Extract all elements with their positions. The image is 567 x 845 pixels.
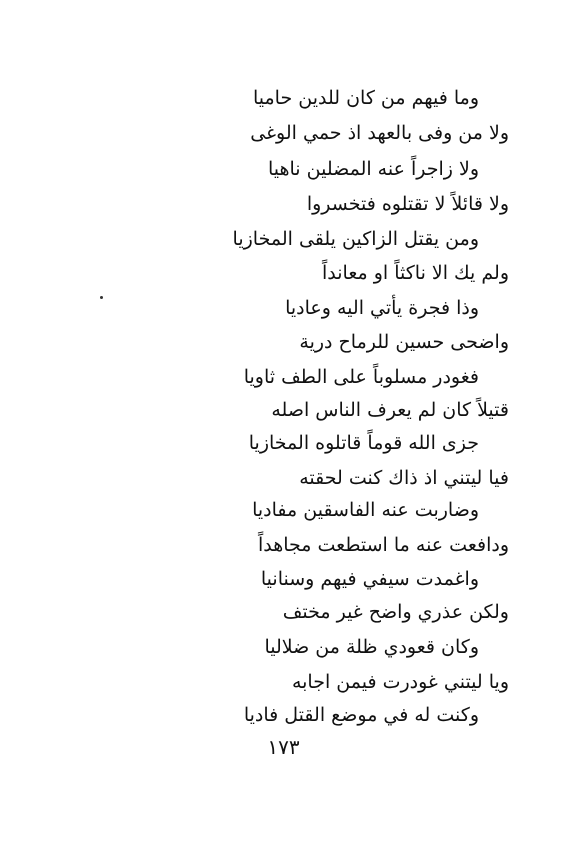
verse-line-5: ومن يقتل الزاكين يلقى المخازيا (232, 228, 479, 250)
verse-line-17: وكان قعودي ظلة من ضلاليا (264, 636, 479, 658)
verse-line-7: وذا فجرة يأتي اليه وعاديا (285, 297, 479, 319)
verse-line-6: ولم يك الا ناكثاً او معانداً (322, 262, 509, 284)
verse-line-9: فغودر مسلوباً على الطف ثاويا (243, 366, 479, 388)
verse-line-12: فيا ليتني اذ ذاك كنت لحقته (299, 467, 509, 489)
verse-line-11: جزى الله قوماً قاتلوه المخازيا (248, 432, 479, 454)
verse-line-2: ولا من وفى بالعهد اذ حمي الوغى (250, 122, 509, 144)
verse-line-13: وضاربت عنه الفاسقين مفاديا (252, 499, 479, 521)
ink-speck (100, 296, 103, 299)
verse-line-8: واضحى حسين للرماح درية (299, 331, 509, 353)
verse-line-3: ولا زاجراً عنه المضلين ناهيا (267, 158, 479, 180)
verse-line-18: ويا ليتني غودرت فيمن اجابه (291, 671, 509, 693)
verse-line-10: قتيلاً كان لم يعرف الناس اصله (271, 399, 509, 421)
verse-line-14: ودافعت عنه ما استطعت مجاهداً (257, 534, 509, 556)
verse-line-1: وما فيهم من كان للدين حاميا (252, 87, 479, 109)
verse-line-16: ولكن عذري واضح غير مختف (282, 601, 509, 623)
verse-line-15: واغمدت سيفي فيهم وسنانيا (260, 568, 479, 590)
verse-line-19: وكنت له في موضع القتل فاديا (243, 704, 479, 726)
page-number: ١٧٣ (267, 735, 300, 759)
verse-line-4: ولا قائلاً لا تقتلوه فتخسروا (306, 193, 509, 215)
